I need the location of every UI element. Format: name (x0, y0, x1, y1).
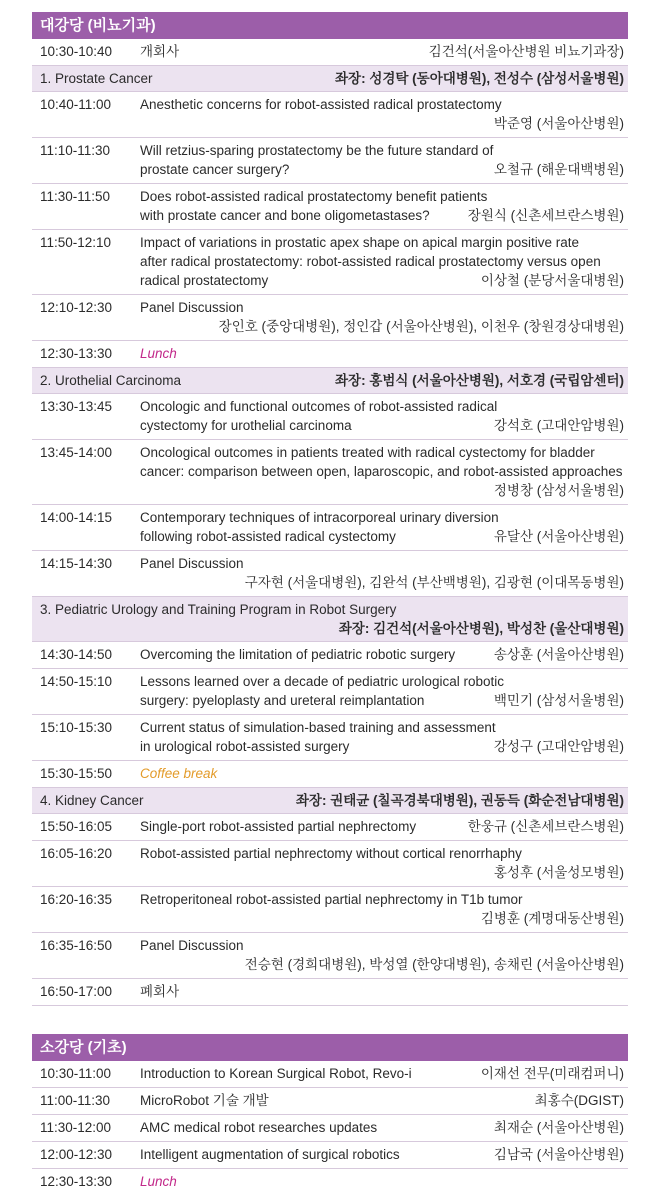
session-header (32, 597, 628, 642)
time-slot: 12:00-12:30 (40, 1147, 113, 1162)
coffee-break: Coffee break (140, 766, 218, 781)
time-slot: 13:30-13:45 (40, 399, 113, 414)
session-chair: 좌장: 김건석(서울아산병원), 박성찬 (울산대병원) (338, 621, 624, 636)
talk-title: Anesthetic concerns for robot-assisted radical prostatectomy (140, 97, 502, 112)
time-slot: 11:50-12:10 (40, 235, 112, 250)
hall-header: 소강당 (기초) (32, 1034, 628, 1061)
session-chair: 좌장: 홍범식 (서울아산병원), 서호경 (국립암센터) (334, 373, 624, 388)
schedule-row (32, 138, 628, 184)
time-slot: 16:50-17:00 (40, 984, 113, 999)
speaker: 유달산 (서울아산병원) (493, 529, 624, 544)
schedule-row (32, 1115, 628, 1142)
speaker: 최홍수(DGIST) (534, 1093, 624, 1108)
session-name: 4. Kidney Cancer (40, 793, 144, 808)
time-slot: 15:10-15:30 (40, 720, 113, 735)
speaker: 전승현 (경희대병원), 박성열 (한양대병원), 송채린 (서울아산병원) (244, 957, 624, 972)
speaker: 장원식 (신촌세브란스병원) (467, 208, 624, 223)
schedule-row-opening (32, 39, 628, 66)
time-slot: 11:30-11:50 (40, 189, 111, 204)
session-header (32, 788, 628, 814)
talk-title: 폐회사 (140, 984, 180, 999)
speaker: 김건석(서울아산병원 비뇨기과장) (428, 44, 624, 59)
schedule-row (32, 551, 628, 597)
time-slot: 10:30-11:00 (40, 1066, 112, 1081)
session-header (32, 66, 628, 92)
schedule-row (32, 1061, 628, 1088)
schedule-row (32, 295, 628, 341)
session-name: 1. Prostate Cancer (40, 71, 153, 86)
schedule-row (32, 440, 628, 505)
speaker: 백민기 (삼성서울병원) (493, 693, 624, 708)
time-slot: 16:35-16:50 (40, 938, 113, 953)
time-slot: 12:30-13:30 (40, 1174, 113, 1189)
time-slot: 14:50-15:10 (40, 674, 113, 689)
time-slot: 14:30-14:50 (40, 647, 113, 662)
speaker: 김남국 (서울아산병원) (493, 1147, 624, 1162)
schedule-row (32, 887, 628, 933)
session-name: 3. Pediatric Urology and Training Program in Robot Surgery (40, 602, 397, 617)
schedule-row (32, 184, 628, 230)
talk-title: Panel Discussion (140, 300, 244, 315)
schedule-row (32, 841, 628, 887)
talk-title: Does robot-assisted radical prostatectomy benefit patients with prostate cancer and bone oligometastases? (140, 189, 488, 223)
talk-title: 개회사 (140, 44, 180, 59)
talk-title: Lessons learned over a decade of pediatric urological robotic surgery: pyeloplasty and ureteral reimplantation (140, 674, 504, 708)
talk-title: Retroperitoneal robot-assisted partial nephrectomy in T1b tumor (140, 892, 523, 907)
time-slot: 12:10-12:30 (40, 300, 113, 315)
schedule-row-break (32, 341, 628, 368)
session-name: 2. Urothelial Carcinoma (40, 373, 182, 388)
lunch-break: Lunch (140, 346, 177, 361)
schedule-row (32, 933, 628, 979)
speaker: 송상훈 (서울아산병원) (493, 647, 624, 662)
schedule-row-break (32, 1169, 628, 1195)
talk-title: Contemporary techniques of intracorporeal urinary diversion following robot-assisted radical cystectomy (140, 510, 499, 544)
schedule-row (32, 92, 628, 138)
talk-title: Panel Discussion (140, 556, 244, 571)
schedule-row (32, 230, 628, 295)
time-slot: 10:40-11:00 (40, 97, 112, 112)
speaker: 오철규 (해운대백병원) (493, 162, 624, 177)
section-spacer (32, 1006, 628, 1034)
speaker: 구자현 (서울대병원), 김완석 (부산백병원), 김광현 (이대목동병원) (244, 575, 624, 590)
session-chair: 좌장: 권태균 (칠곡경북대병원), 권동득 (화순전남대병원) (295, 793, 624, 808)
time-slot: 10:30-10:40 (40, 44, 113, 59)
speaker: 강성구 (고대안암병원) (493, 739, 624, 754)
schedule-row (32, 669, 628, 715)
program-schedule (32, 12, 628, 1195)
schedule-row (32, 1088, 628, 1115)
time-slot: 14:15-14:30 (40, 556, 113, 571)
talk-title: MicroRobot 기술 개발 (140, 1093, 269, 1108)
session-header (32, 368, 628, 394)
speaker: 이상철 (분당서울대병원) (480, 273, 624, 288)
schedule-row (32, 505, 628, 551)
schedule-row-closing (32, 979, 628, 1006)
schedule-row (32, 814, 628, 841)
talk-title: Robot-assisted partial nephrectomy without cortical renorrhaphy (140, 846, 522, 861)
time-slot: 12:30-13:30 (40, 346, 113, 361)
schedule-row (32, 394, 628, 440)
speaker: 김병훈 (계명대동산병원) (480, 911, 624, 926)
schedule-row (32, 715, 628, 761)
time-slot: 15:50-16:05 (40, 819, 113, 834)
talk-title: Current status of simulation-based training and assessment in urological robot-assisted surgery (140, 720, 496, 754)
schedule-row (32, 642, 628, 669)
schedule-row-break (32, 761, 628, 788)
time-slot: 15:30-15:50 (40, 766, 113, 781)
hall-header: 대강당 (비뇨기과) (32, 12, 628, 39)
time-slot: 11:10-11:30 (40, 143, 111, 158)
speaker: 한웅규 (신촌세브란스병원) (467, 819, 624, 834)
time-slot: 11:00-11:30 (40, 1093, 111, 1108)
time-slot: 14:00-14:15 (40, 510, 113, 525)
time-slot: 16:05-16:20 (40, 846, 113, 861)
time-slot: 11:30-12:00 (40, 1120, 112, 1135)
talk-title: Intelligent augmentation of surgical robotics (140, 1147, 400, 1162)
speaker: 박준영 (서울아산병원) (493, 116, 624, 131)
talk-title: Single-port robot-assisted partial nephrectomy (140, 819, 417, 834)
talk-title: Overcoming the limitation of pediatric robotic surgery (140, 647, 456, 662)
schedule-row (32, 1142, 628, 1169)
talk-title: Oncological outcomes in patients treated with radical cystectomy for bladder cancer: comparison between open, laparoscopic, and robot-assisted approaches (140, 445, 623, 479)
speaker: 강석호 (고대안암병원) (493, 418, 624, 433)
speaker: 홍성후 (서울성모병원) (493, 865, 624, 880)
speaker: 장인호 (중앙대병원), 정인갑 (서울아산병원), 이천우 (창원경상대병원) (218, 319, 624, 334)
talk-title: Introduction to Korean Surgical Robot, Revo-i (140, 1066, 412, 1081)
time-slot: 13:45-14:00 (40, 445, 113, 460)
speaker: 최재순 (서울아산병원) (493, 1120, 624, 1135)
talk-title: Impact of variations in prostatic apex shape on apical margin positive rate after radical prostatectomy: robot-assisted radical prostatectomy versus open radical prostatectomy (140, 235, 601, 288)
talk-title: Will retzius-sparing prostatectomy be the future standard of prostate cancer surgery? (140, 143, 494, 177)
talk-title: Panel Discussion (140, 938, 244, 953)
lunch-break: Lunch (140, 1174, 177, 1189)
speaker: 정병창 (삼성서울병원) (493, 483, 624, 498)
talk-title: Oncologic and functional outcomes of robot-assisted radical cystectomy for urothelial carcinoma (140, 399, 498, 433)
session-chair: 좌장: 성경탁 (동아대병원), 전성수 (삼성서울병원) (334, 71, 624, 86)
time-slot: 16:20-16:35 (40, 892, 113, 907)
talk-title: AMC medical robot researches updates (140, 1120, 378, 1135)
speaker: 이재선 전무(미래컴퍼니) (480, 1066, 624, 1081)
